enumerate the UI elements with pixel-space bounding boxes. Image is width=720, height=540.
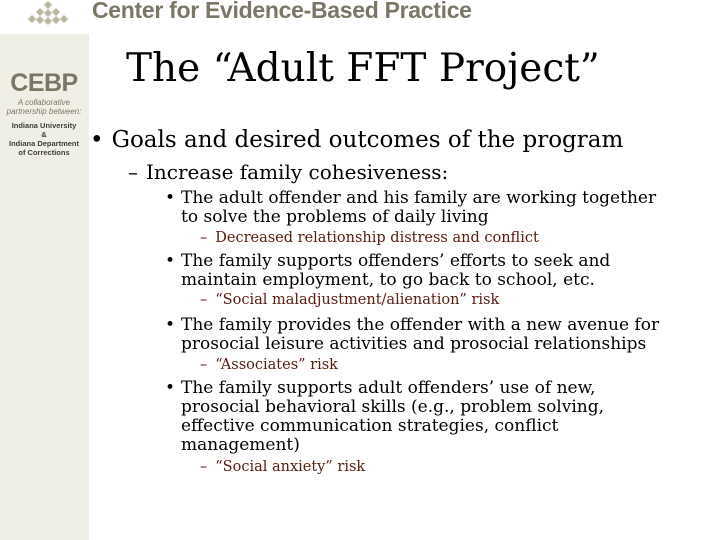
risk-item bbox=[200, 230, 539, 246]
partner-institutions bbox=[4, 121, 84, 157]
list-item bbox=[165, 316, 659, 354]
risk-item bbox=[200, 292, 499, 308]
sub-bullet-cohesiveness bbox=[128, 160, 448, 184]
list-item-line: The adult offender and his family are working together bbox=[181, 188, 657, 208]
ampersand: & bbox=[41, 130, 47, 139]
list-item-line: effective communication strategies, conflict bbox=[181, 416, 559, 436]
bullet-goals bbox=[90, 127, 623, 153]
risk-item-text: “Social anxiety” risk bbox=[215, 459, 366, 475]
list-item-line: The family supports adult offenders’ use of new, bbox=[181, 378, 596, 398]
institution-idoc-line-1: Indiana Department bbox=[8, 139, 79, 148]
bullet-dot-icon: • bbox=[165, 251, 176, 271]
list-item-line: The family provides the offender with a new avenue for bbox=[181, 315, 660, 335]
list-item-line: management) bbox=[181, 435, 300, 455]
list-item-line: The family supports offenders’ efforts to seek and bbox=[181, 251, 611, 271]
list-item-line: to solve the problems of daily living bbox=[181, 207, 489, 227]
institution-indiana-university: Indiana University bbox=[11, 121, 77, 130]
list-item-line: prosocial behavioral skills (e.g., problem solving, bbox=[181, 397, 605, 417]
sub-bullet-cohesiveness-text: Increase family cohesiveness: bbox=[146, 160, 449, 184]
cebp-logo bbox=[4, 70, 84, 157]
dash-icon: – bbox=[200, 292, 208, 308]
risk-item-text: “Associates” risk bbox=[215, 357, 338, 373]
cebp-logo-text: CEBP bbox=[10, 69, 78, 97]
dash-icon: – bbox=[200, 230, 208, 246]
partnership-line-2: partnership between: bbox=[6, 107, 82, 116]
risk-item-text: “Social maladjustment/alienation” risk bbox=[215, 292, 500, 308]
partnership-line-1: A collaborative bbox=[17, 98, 71, 107]
list-item bbox=[165, 379, 604, 455]
institution-idoc-line-2: of Corrections bbox=[18, 148, 70, 157]
bullet-dot-icon: • bbox=[165, 188, 176, 208]
risk-item bbox=[200, 357, 338, 373]
bullet-dot-icon: • bbox=[165, 378, 176, 398]
list-item-line: maintain employment, to go back to school, etc. bbox=[181, 270, 595, 290]
partnership-caption bbox=[4, 98, 84, 116]
header-banner bbox=[0, 0, 720, 34]
header-title: Center for Evidence-Based Practice bbox=[92, 0, 472, 23]
list-item-line: prosocial leisure activities and prosocial relationships bbox=[181, 334, 647, 354]
diamond-logo-icon bbox=[28, 0, 68, 30]
list-item bbox=[165, 252, 610, 290]
sidebar-panel bbox=[0, 34, 89, 540]
list-item bbox=[165, 189, 656, 227]
dash-icon: – bbox=[128, 160, 138, 184]
risk-item bbox=[200, 459, 365, 475]
slide-title: The “Adult FFT Project” bbox=[126, 46, 600, 91]
bullet-dot-icon: • bbox=[90, 127, 104, 153]
risk-item-text: Decreased relationship distress and conflict bbox=[215, 230, 539, 246]
bullet-dot-icon: • bbox=[165, 315, 176, 335]
bullet-goals-text: Goals and desired outcomes of the program bbox=[111, 127, 624, 153]
dash-icon: – bbox=[200, 459, 208, 475]
dash-icon: – bbox=[200, 357, 208, 373]
